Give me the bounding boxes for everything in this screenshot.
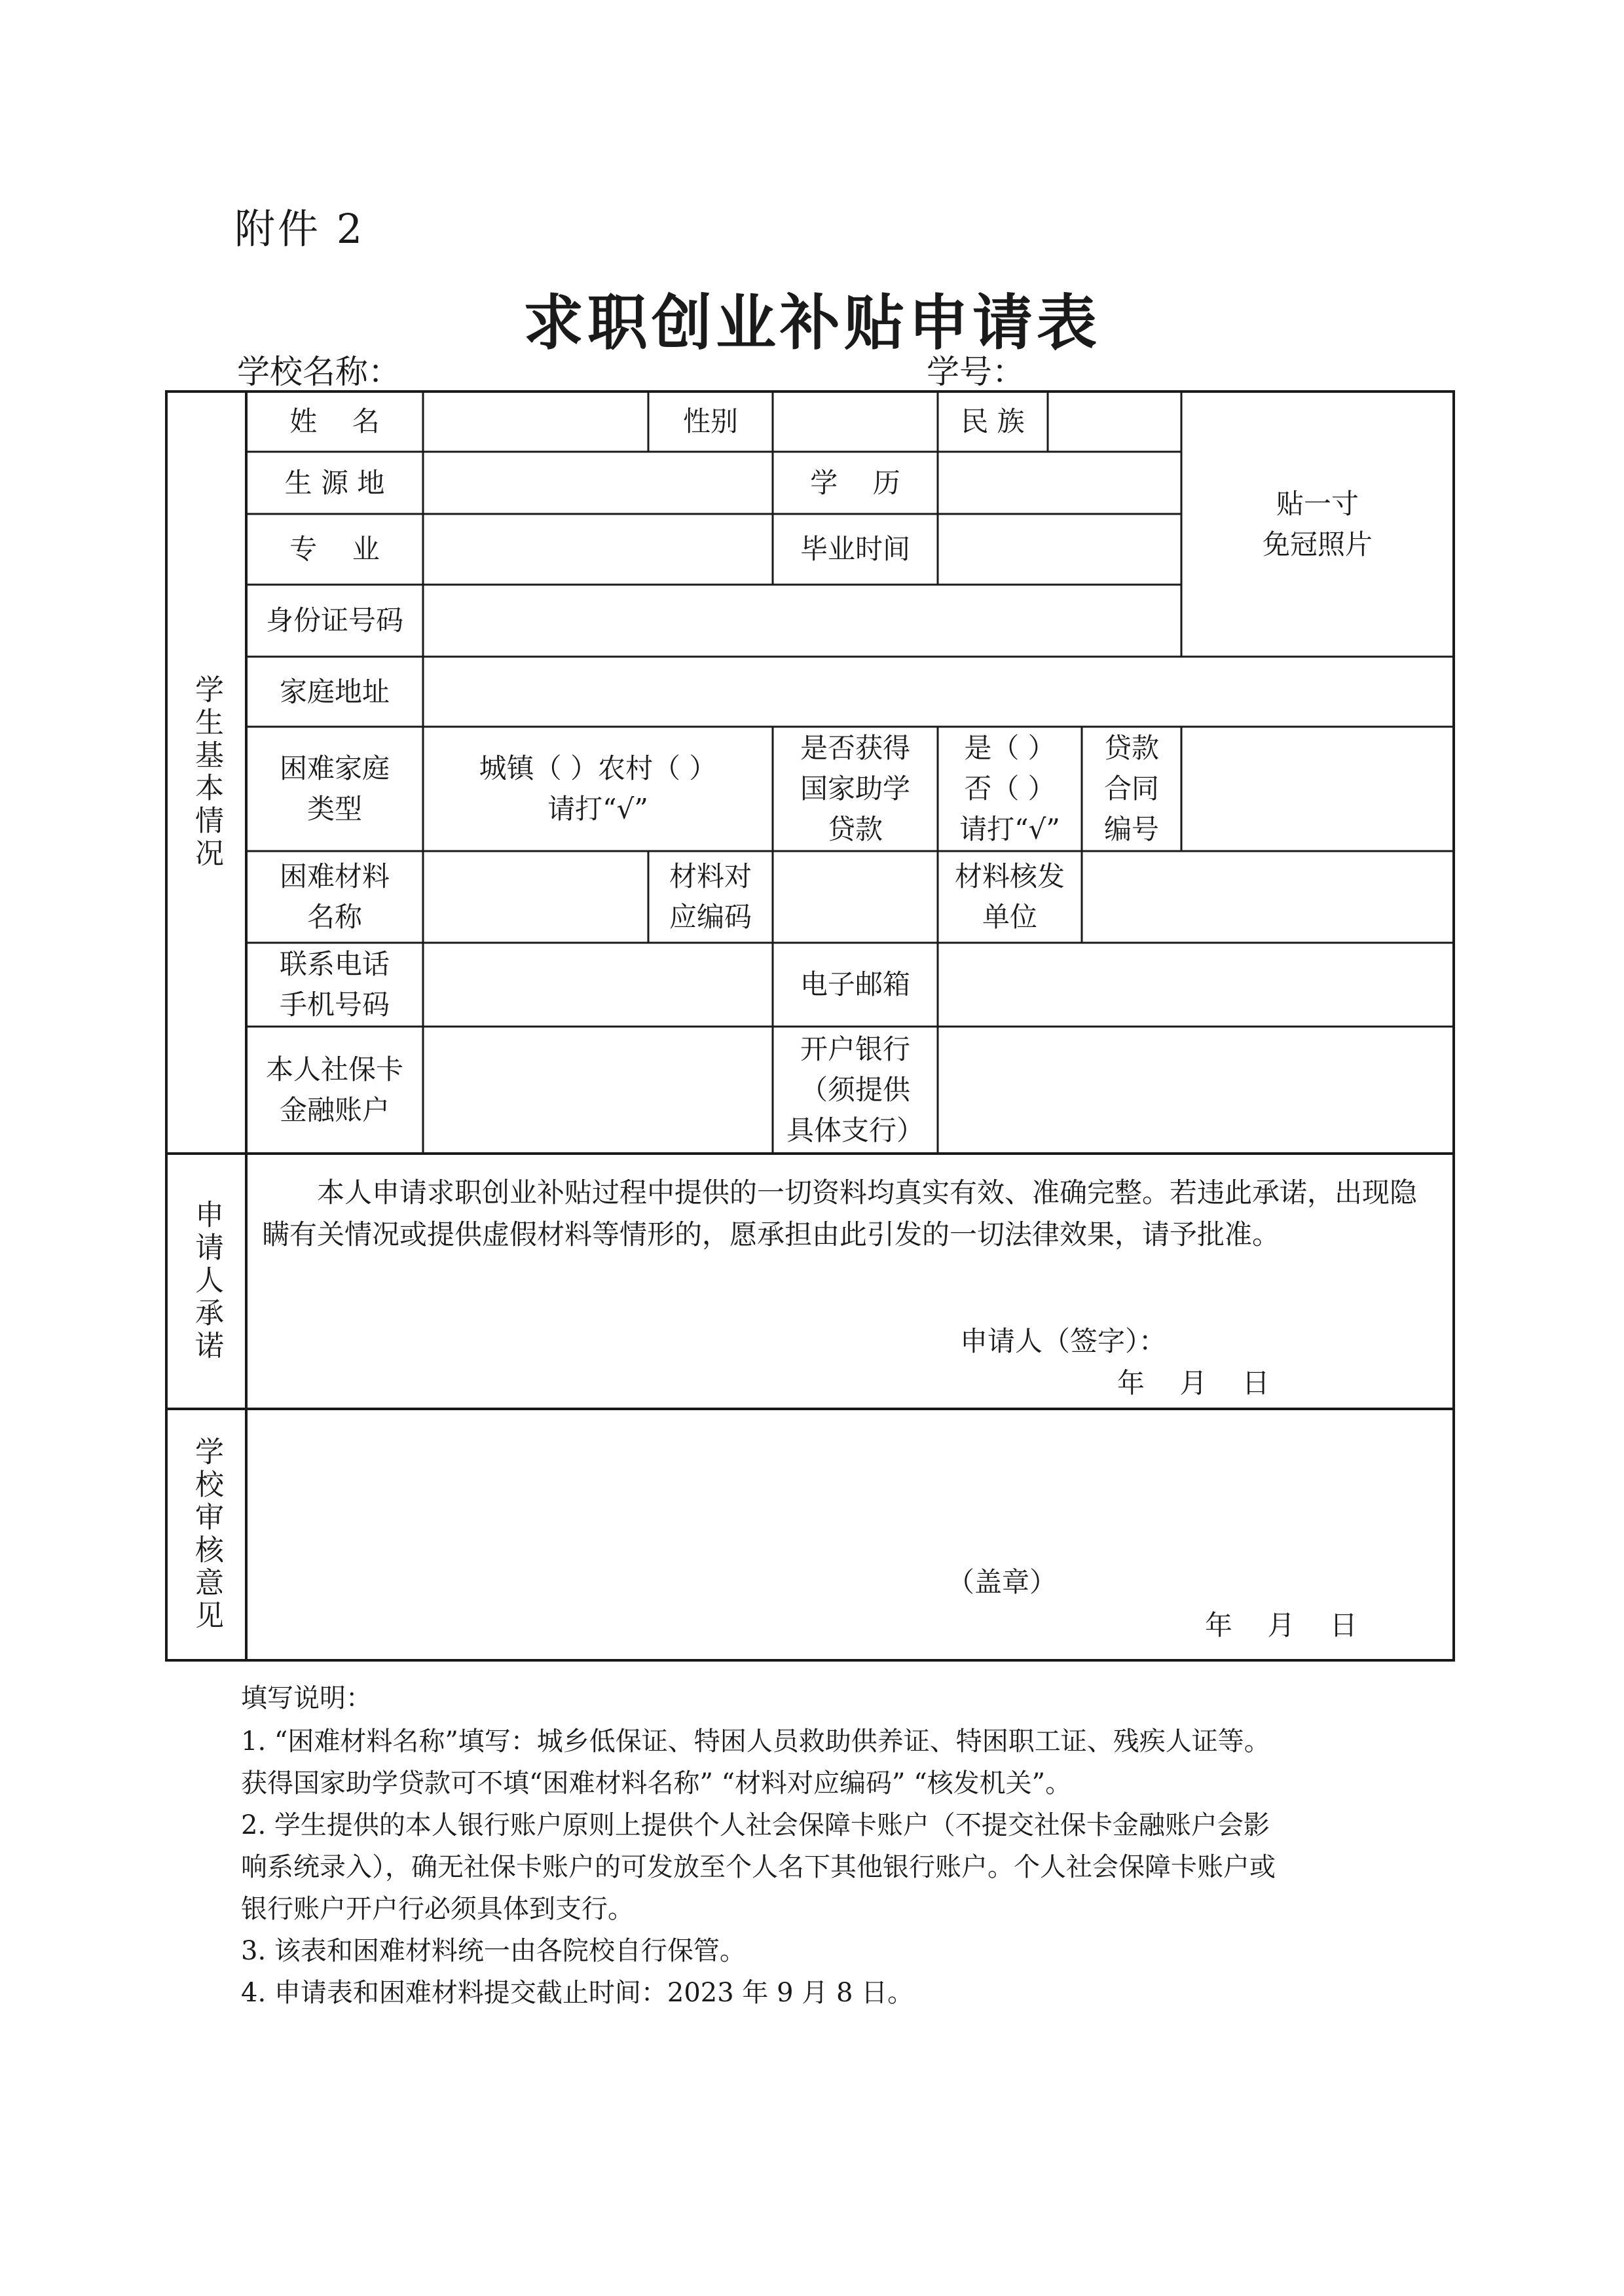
material-issuer-label: 材料核发 单位	[954, 860, 1065, 933]
pledge-text: 本人申请求职创业补贴过程中提供的一切资料均真实有效、准确完整。若违此承诺，出现隐瞒有关情况或提供虚假材料等情形的，愿承担由此引发的一切法律效果，请予批准。	[262, 1176, 1418, 1250]
phone-label: 联系电话 手机号码	[279, 948, 390, 1021]
hardship-type-label: 困难家庭 类型	[279, 752, 390, 825]
section-basic-info: 学生基本情况	[190, 674, 223, 871]
seal-label: （盖章）	[947, 1566, 1058, 1598]
student-id-label: 学号：	[927, 353, 1025, 391]
material-issuer-field[interactable]	[1083, 852, 1452, 941]
hardship-type-options[interactable]: 城镇（ ）农村（ ） 请打“√”	[479, 752, 717, 825]
email-label: 电子邮箱	[800, 968, 910, 1000]
major-label: 专 业	[289, 533, 380, 565]
name-label: 姓 名	[289, 405, 380, 437]
note-line-2: 获得国家助学贷款可不填“困难材料名称” “材料对应编码” “核发机关”。	[241, 1768, 1072, 1798]
note-line-4: 响系统录入），确无社保卡账户的可发放至个人名下其他银行账户。个人社会保障卡账户或	[241, 1852, 1276, 1882]
note-line-3: 2. 学生提供的本人银行账户原则上提供个人社会保障卡账户（不提交社保卡金融账户会影	[241, 1810, 1270, 1840]
origin-field[interactable]	[424, 453, 771, 513]
gender-label: 性别	[682, 405, 738, 437]
loan-options[interactable]: 是（ ） 否（ ） 请打“√”	[959, 732, 1060, 845]
loan-question-label: 是否获得 国家助学 贷款	[800, 732, 910, 845]
loan-contract-field[interactable]	[1183, 728, 1452, 850]
address-label: 家庭地址	[279, 675, 390, 708]
graduation-time-field[interactable]	[939, 515, 1180, 583]
note-line-7: 4. 申请表和困难材料提交截止时间：2023 年 9 月 8 日。	[241, 1978, 914, 2008]
origin-label: 生 源 地	[284, 466, 385, 499]
section-school-review: 学校审核意见	[190, 1436, 223, 1633]
pledge-date: 年 月 日	[1117, 1367, 1270, 1399]
pledge-signature-area[interactable]	[248, 1155, 1452, 1408]
material-code-label: 材料对 应编码	[669, 860, 752, 933]
applicant-signature-label: 申请人（签字）：	[960, 1325, 1167, 1357]
notes-heading: 填写说明：	[241, 1683, 372, 1713]
school-name-label: 学校名称：	[237, 353, 401, 391]
school-review-date: 年 月 日	[1205, 1609, 1357, 1641]
material-name-field[interactable]	[424, 852, 647, 941]
attachment-label: 附件 2	[234, 205, 365, 253]
note-line-6: 3. 该表和困难材料统一由各院校自行保管。	[241, 1936, 746, 1966]
note-line-1: 1. “困难材料名称”填写：城乡低保证、特困人员救助供养证、特困职工证、残疾人证等。	[241, 1726, 1270, 1757]
phone-field[interactable]	[424, 944, 771, 1025]
loan-contract-label: 贷款 合同 编号	[1103, 732, 1159, 845]
id-number-label: 身份证号码	[265, 604, 403, 636]
graduation-time-label: 毕业时间	[800, 533, 910, 565]
ethnicity-field[interactable]	[1049, 393, 1180, 450]
id-number-field[interactable]	[424, 586, 1180, 655]
form-title: 求职创业补贴申请表	[523, 288, 1101, 358]
address-field[interactable]	[424, 658, 1452, 725]
note-line-5: 银行账户开户行必须具体到支行。	[241, 1894, 634, 1924]
ethnicity-label: 民 族	[961, 405, 1025, 437]
gender-field[interactable]	[774, 393, 936, 450]
bank-field[interactable]	[939, 1028, 1452, 1152]
email-field[interactable]	[939, 944, 1452, 1025]
material-name-label: 困难材料 名称	[279, 860, 390, 933]
bank-label: 开户银行 （须提供 具体支行）	[786, 1033, 924, 1146]
social-security-account-label: 本人社保卡 金融账户	[265, 1053, 403, 1126]
education-field[interactable]	[939, 453, 1180, 513]
education-label: 学 历	[810, 466, 900, 499]
major-field[interactable]	[424, 515, 771, 583]
material-code-field[interactable]	[774, 852, 936, 941]
name-field[interactable]	[424, 393, 647, 450]
photo-placeholder[interactable]: 贴一寸 免冠照片	[1262, 487, 1373, 560]
social-security-account-field[interactable]	[424, 1028, 771, 1152]
section-applicant-pledge: 申请人承诺	[190, 1199, 223, 1363]
